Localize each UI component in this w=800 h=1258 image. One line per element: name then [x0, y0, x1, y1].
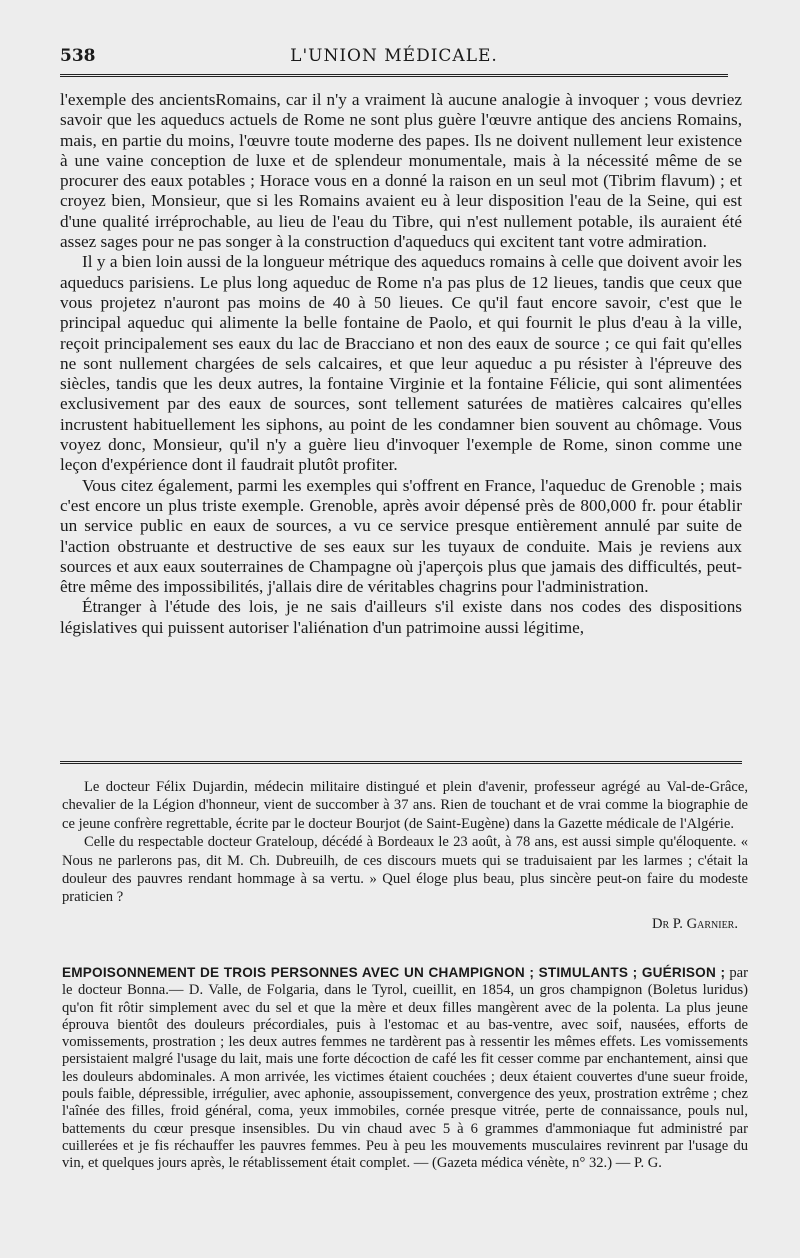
paragraph: Le docteur Félix Dujardin, médecin militaire distingué et plein d'avenir, professeur agrégé au Val-de-Grâce, chevalier de la Légion d'honneur, vient de succomber à 37 ans. Rien de touchant et de vrai comme la biographie de ce jeune confrère regrettable, écrite par le docteur Bourjot (de Saint-Eugène) dans la Gazette médicale de l'Algérie.	[62, 779, 748, 832]
page-header	[60, 38, 728, 77]
paragraph: Vous citez également, parmi les exemples qui s'offrent en France, l'aqueduc de Grenoble ; mais c'est encore un plus triste exemple. Grenoble, après avoir dépensé près de 800,000 fr. pour établir un service public en eaux de sources, a vu ce service presque entièrement annulé par suite de l'action obstruante et destructive de ses eaux sur les tuyaux de conduite. Mais je reviens aux sources et aux eaux souterraines de Champagne où j'aperçois plus que jamais des difficultés, peut-être même des impossibilités, j'allais dire de véritables chagrins pour l'administration.	[60, 475, 742, 597]
paragraph: Étranger à l'étude des lois, je ne sais d'ailleurs s'il existe dans nos codes des dispositions législatives qui puissent autoriser l'aliénation d'un patrimoine aussi légitime,	[60, 597, 742, 637]
article-title: EMPOISONNEMENT DE TROIS PERSONNES AVEC UN CHAMPIGNON ; STIMULANTS ; GUÉRISON ;	[62, 965, 726, 980]
page-number: 538	[60, 46, 96, 66]
paragraph: Celle du respectable docteur Grateloup, décédé à Bordeaux le 23 août, à 78 ans, est aussi simple qu'éloquente. « Nous ne parlerons pas, dit M. Ch. Dubreuilh, de ces discours muets qui se traduisaient par les larmes ; c'était la douleur des pauvres rendant hommage à sa vertu. » Quel éloge plus beau, plus sincère peut-on faire du modeste praticien ?	[62, 834, 748, 906]
article-body: par le docteur Bonna.— D. Valle, de Folgaria, dans le Tyrol, cueillit, en 1854, un gros champignon (Boletus luridus) qu'on fit rôtir simplement avec du sel et que la mère et deux filles mangèrent avec de la polenta. La plus jeune éprouva bientôt des douleurs précordiales, puis à l'estomac et au bas-ventre, avec soif, nausées, efforts de vomissements, prostration ; les deux autres femmes ne tardèrent pas à ressentir les mêmes effets. Les vomissements persistaient malgré l'usage du lait, mais une forte décoction de café les fit cesser comme par enchantement, ainsi que les douleurs abdominales. A mon arrivée, les victimes étaient couchées ; deux étaient couvertes d'une sueur froide, pouls faible, dépressible, irrégulier, avec aphonie, assoupissement, convergence des yeux, prostration extrême ; chez l'aînée des filles, froid général, coma, yeux immobiles, cornée presque vitrée, perte de connaissance, pouls nul, battements du cœur presque insensibles. Du vin chaud avec 5 à 6 grammes d'ammoniaque fut administré par cuillerées et je fis réchauffer les pauvres femmes. Peu à peu les mouvements musculaires revinrent par l'usage du vin, et quelques jours après, le rétablissement était complet. — (Gazeta médica vénète, n° 32.) — P. G.	[62, 965, 748, 1172]
section-divider	[60, 761, 742, 764]
paragraph: l'exemple des ancientsRomains, car il n'y a vraiment là aucune analogie à invoquer ; vous devriez savoir que les aqueducs actuels de Rome ne sont plus guère l'œuvre antique des anciens Romains, mais, en partie du moins, l'œuvre toute moderne des papes. Ils ne doivent nullement leur existence à une vaine conception de luxe et de splendeur monumentale, mais à la nécessité même de se procurer des eaux potables ; Horace vous en a donné la raison en un seul mot (Tibrim flavum) ; et croyez bien, Monsieur, que si les Romains avaient eu à leur disposition l'eau de la Seine, qui est d'une qualité irréprochable, au lieu de l'eau du Tibre, qui n'est nullement potable, ils auraient été assez sages pour ne pas songer à la construction d'aqueducs qui excitent tant votre admiration.	[60, 90, 742, 252]
paragraph: Il y a bien loin aussi de la longueur métrique des aqueducs romains à celle que doivent avoir les aqueducs parisiens. Le plus long aqueduc de Rome n'a pas plus de 12 lieues, tandis que ceux que vous projetez n'auront pas moins de 40 à 50 lieues. Ce qu'il faut encore savoir, c'est que le principal aqueduc qui alimente la belle fontaine de Paolo, et qui fournit le plus d'eau à la ville, reçoit principalement ses eaux du lac de Bracciano et non des eaux de source ; ce qui fait qu'elles ne sont nullement chargées de sels calcaires, et que leur aqueduc a pu résister à l'épreuve des siècles, tandis que les deux autres, la fontaine Virginie et la fontaine Félicie, qui sont alimentées exclusivement par des eaux de sources, sont tellement saturées de matières calcaires qu'elles incrustent habituellement les siphons, au point de les condamner bien souvent au chômage. Vous voyez donc, Monsieur, qu'il n'y a guère lieu d'invoquer l'exemple de Rome, sinon comme une leçon d'expérience dont il faudrait plutôt profiter.	[60, 252, 742, 475]
obituary-note	[62, 778, 748, 933]
medical-article	[62, 964, 748, 1173]
running-title: L'UNION MÉDICALE.	[290, 46, 498, 66]
main-text	[60, 90, 742, 638]
signature: Dr P. Garnier.	[651, 915, 738, 932]
